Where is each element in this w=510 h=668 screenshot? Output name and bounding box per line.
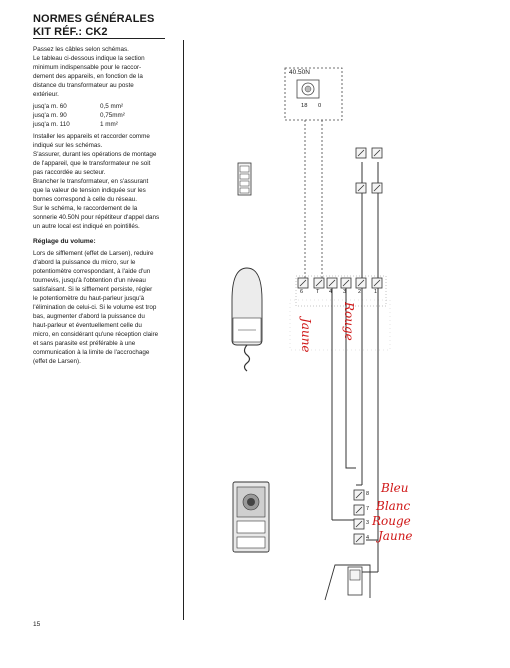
handwritten-bleu: Bleu <box>381 481 409 495</box>
text-line: bornes correspond à celle du réseau. <box>33 196 137 203</box>
text-line: un autre local est indiqué en pointillés. <box>33 223 140 230</box>
page-subtitle: KIT RÉF.: CK2 <box>33 26 108 38</box>
panel-terminal-label: 8 <box>366 491 370 497</box>
text-line: sonnerie 40.50N pour répétiteur d'appel dans <box>33 214 160 221</box>
text-line: potentiomètre correspondant, à l'aide d'un <box>33 268 151 275</box>
text-line: distance du transformateur au poste <box>33 82 134 89</box>
text-line: (effet de Larsen). <box>33 358 81 365</box>
table-section: 0,5 mm² <box>100 103 124 110</box>
text-line: Le tableau ci-dessous indique la section <box>33 55 145 62</box>
text-line: minimum indispensable pour le raccor- <box>33 64 142 71</box>
panel-terminal-label: 3 <box>366 520 370 526</box>
text-line: dement des appareils, en fonction de la <box>33 73 143 80</box>
text-line: extérieur. <box>33 91 59 98</box>
table-distance: jusq'a m. 110 <box>33 121 70 128</box>
text-line: d'abord la puissance du micro, sur le <box>33 259 136 266</box>
text-line: Passez les câbles selon schémas. <box>33 46 129 53</box>
volume-heading: Réglage du volume: <box>33 238 96 245</box>
handset-terminal-label: T <box>316 289 320 295</box>
handwritten-rouge: Rouge <box>372 514 411 528</box>
handset-terminal-label: 4 <box>329 289 333 295</box>
handset-terminal-block <box>296 276 386 306</box>
text-line: l'élimination de celui-ci. Si le volume est trop <box>33 304 157 311</box>
handset-terminal-label: 1 <box>374 289 378 295</box>
handset-intercom-icon <box>232 268 262 371</box>
text-line: le potentiomètre du haut-parleur jusqu'à <box>33 295 145 302</box>
table-section: 1 mm² <box>100 121 118 128</box>
text-line: Installer les appareils et raccorder comme <box>33 133 150 140</box>
panel-terminal-label: 7 <box>366 506 370 512</box>
chime-terminal-label: 0 <box>318 103 322 109</box>
text-line: Sur le schéma, le raccordement de la <box>33 205 138 212</box>
page-number: 15 <box>33 621 41 628</box>
text-line: indiqué sur les schémas. <box>33 142 103 149</box>
handwritten-blanc: Blanc <box>376 499 411 513</box>
handwritten-jaune-vertical: Jaune <box>299 318 313 353</box>
text-line: pas raccordée au secteur. <box>33 169 106 176</box>
page-title: NORMES GÉNÉRALES <box>33 13 155 25</box>
transformer-icon <box>325 540 378 600</box>
indoor-station-icon <box>238 163 251 195</box>
text-line: bas, augmenter d'abord la puissance du <box>33 313 145 320</box>
panel-terminals <box>354 490 364 544</box>
handset-terminal-label: 2 <box>358 289 362 295</box>
text-line: micro, en considérant qu'une réception claire <box>33 331 159 338</box>
table-distance: jusq'a m. 60 <box>33 103 67 110</box>
table-distance: jusq'a m. 90 <box>33 112 67 119</box>
text-line: haut-parleur et éventuellement celle du <box>33 322 142 329</box>
text-line: Brancher le transformateur, en s'assurant <box>33 178 149 185</box>
text-line: de l'appareil, que le transformateur ne soit <box>33 160 151 167</box>
handset-terminal-label: 3 <box>343 289 347 295</box>
handwritten-rouge-vertical: Rouge <box>342 302 356 341</box>
text-line: communication à la limite de l'accrochage <box>33 349 150 356</box>
text-line: satisfaisant. Si le sifflement persiste, régler <box>33 286 153 293</box>
handwritten-jaune: Jaune <box>378 529 413 543</box>
handset-terminal-label: 6 <box>300 289 304 295</box>
text-line: tournevis, jusqu'à l'obtention d'un niveau <box>33 277 146 284</box>
text-line: S'assurer, durant les opérations de montage <box>33 151 157 158</box>
text-line: et sans parasite est préférable à une <box>33 340 136 347</box>
text-line: que la valeur de tension indiquée sur les <box>33 187 146 194</box>
chime-terminal-label: 18 <box>301 103 308 109</box>
outdoor-panel-icon <box>233 482 269 552</box>
table-section: 0,75mm² <box>100 112 125 119</box>
chime-label: 40.50N <box>289 69 310 76</box>
panel-terminal-label: 4 <box>366 535 370 541</box>
text-line: Lors de sifflement (effet de Larsen), reduire <box>33 250 154 257</box>
